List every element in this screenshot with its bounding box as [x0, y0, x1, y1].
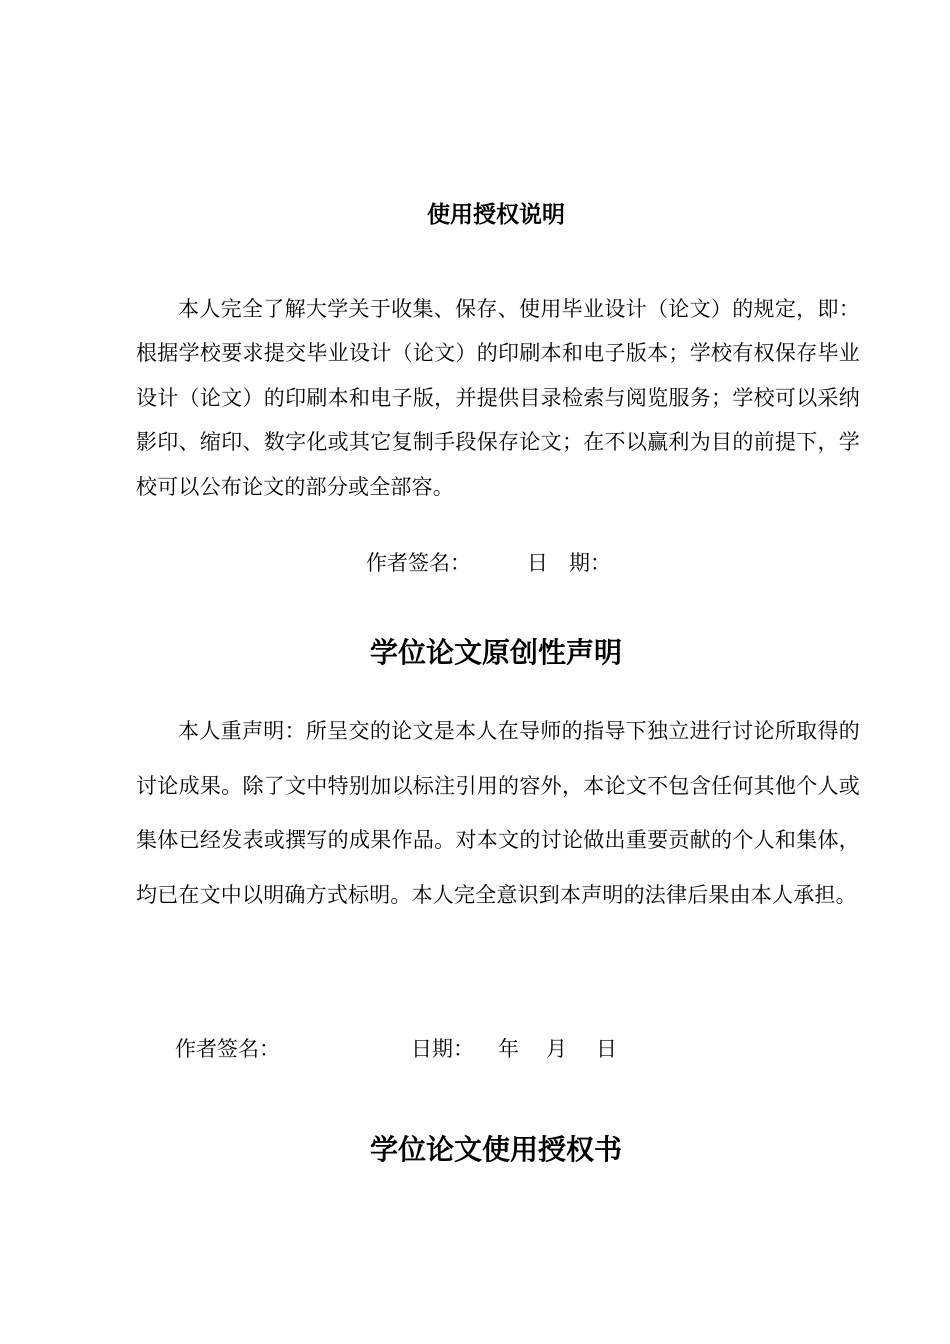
- author-signature-label-2: 作者签名：: [175, 1037, 280, 1061]
- thesis-usage-authorization-title: 学位论文使用授权书: [369, 1133, 622, 1166]
- month-label: 月: [546, 1037, 567, 1061]
- date-label-1: 日 期：: [527, 551, 611, 575]
- year-label: 年: [498, 1037, 519, 1061]
- author-signature-label-1: 作者签名：: [366, 551, 471, 575]
- date-label-2: 日期：: [411, 1037, 474, 1061]
- day-label: 日: [596, 1037, 617, 1061]
- usage-authorization-body: 本人完全了解大学关于收集、保存、使用毕业设计（论文）的规定，即：根据学校要求提交毕业设计（论文）的印刷本和电子版本；学校有权保存毕业设计（论文）的印刷本和电子版，并提供目录检索与阅览服务；学校可以采纳影印、缩印、数字化或其它复制手段保存论文；在不以赢利为目的前提下，学校可以公布论文的部分或全部容。: [136, 297, 860, 499]
- originality-statement-body: 本人重声明：所呈交的论文是本人在导师的指导下独立进行讨论所取得的讨论成果。除了文中特别加以标注引用的容外，本论文不包含任何其他个人或集体已经发表或撰写的成果作品。对本文的讨论做出重要贡献的个人和集体，均已在文中以明确方式标明。本人完全意识到本声明的法律后果由本人承担。: [136, 719, 860, 907]
- originality-statement-title: 学位论文原创性声明: [369, 636, 622, 669]
- usage-authorization-title: 使用授权说明: [427, 202, 565, 228]
